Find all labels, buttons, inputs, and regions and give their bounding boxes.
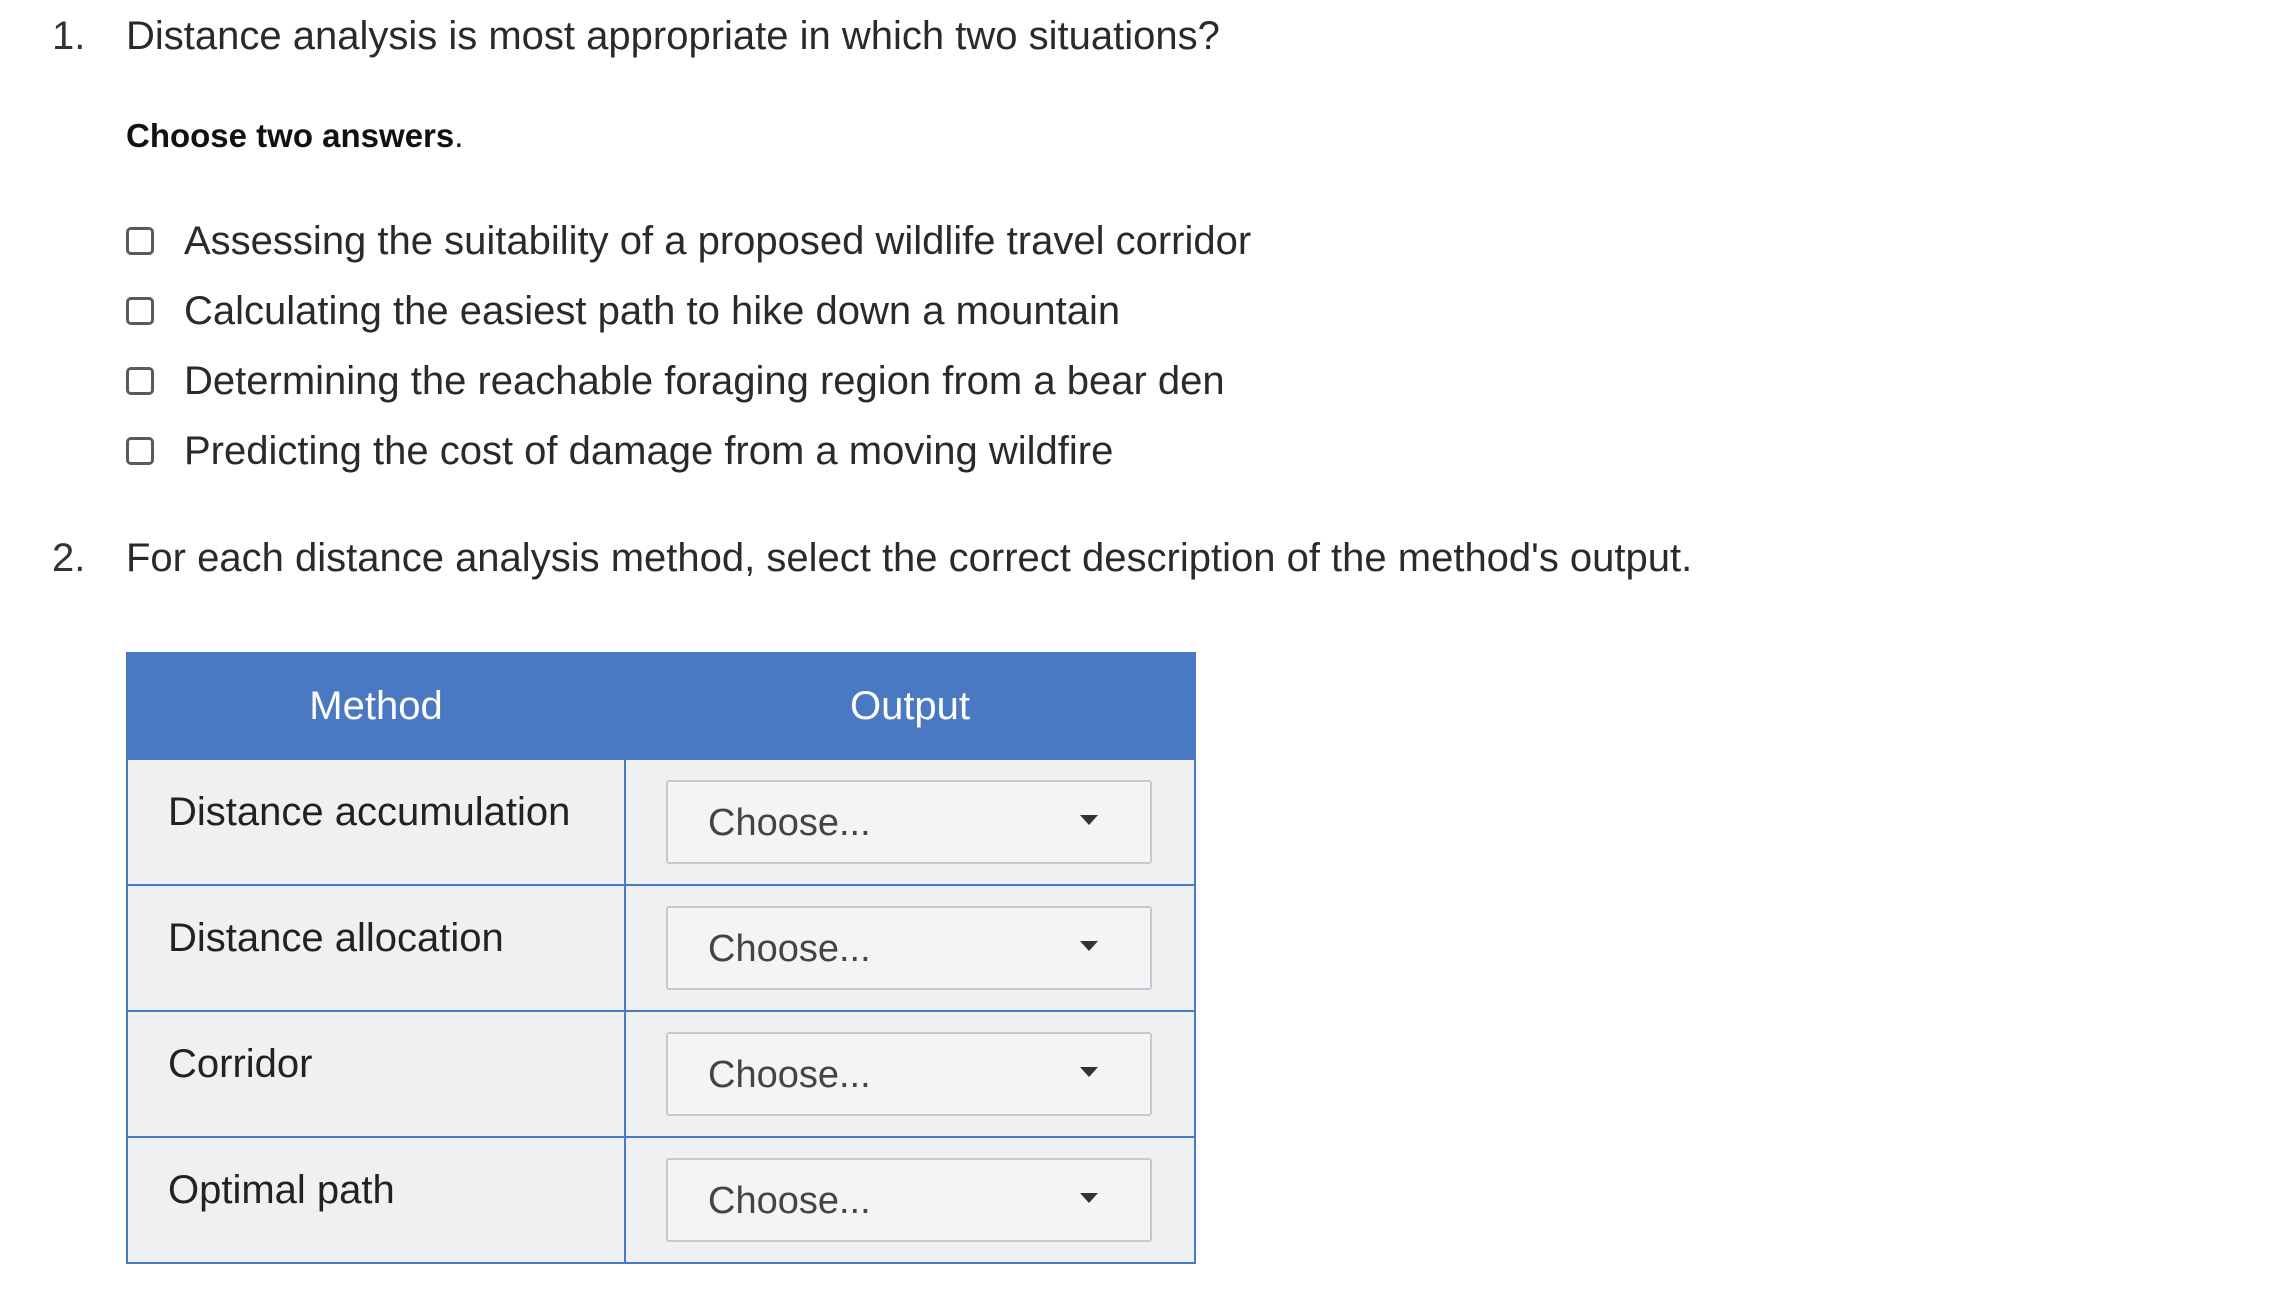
caret-down-icon <box>1080 1067 1098 1077</box>
answer-option-label[interactable]: Calculating the easiest path to hike down a mountain <box>184 288 1121 333</box>
dropdown-value: Choose... <box>708 1180 871 1222</box>
answer-option-label[interactable]: Assessing the suitability of a proposed wildlife travel corridor <box>184 218 1252 263</box>
output-cell <box>625 759 1195 885</box>
answer-options <box>126 206 1251 486</box>
method-cell <box>127 1137 625 1263</box>
output-dropdown[interactable] <box>666 1032 1152 1116</box>
answer-option-4[interactable] <box>126 416 1251 486</box>
dropdown-value: Choose... <box>708 802 871 844</box>
table-row <box>127 885 1195 1011</box>
question-2-text: For each distance analysis method, select the correct description of the method's output. <box>126 536 1693 580</box>
method-name: Distance accumulation <box>168 790 571 834</box>
checkbox[interactable] <box>126 297 154 325</box>
table-header-row <box>127 653 1195 759</box>
method-name: Corridor <box>168 1042 313 1086</box>
output-dropdown[interactable] <box>666 906 1152 990</box>
output-dropdown[interactable] <box>666 1158 1152 1242</box>
method-cell <box>127 759 625 885</box>
table-row <box>127 1011 1195 1137</box>
question-1-instruction <box>126 117 463 155</box>
answer-option-3[interactable] <box>126 346 1251 416</box>
table-row <box>127 759 1195 885</box>
caret-down-icon <box>1080 941 1098 951</box>
column-header-method: Method <box>127 653 625 759</box>
output-dropdown[interactable] <box>666 780 1152 864</box>
instruction-text: Choose two answers <box>126 117 455 154</box>
dropdown-value: Choose... <box>708 1054 871 1096</box>
question-1-text: Distance analysis is most appropriate in which two situations? <box>126 14 1220 58</box>
output-cell <box>625 885 1195 1011</box>
checkbox[interactable] <box>126 437 154 465</box>
matching-table <box>126 652 1196 1264</box>
output-cell <box>625 1011 1195 1137</box>
output-cell <box>625 1137 1195 1263</box>
answer-option-1[interactable] <box>126 206 1251 276</box>
checkbox[interactable] <box>126 367 154 395</box>
answer-option-label[interactable]: Predicting the cost of damage from a moving wildfire <box>184 428 1114 473</box>
dropdown-value: Choose... <box>708 928 871 970</box>
method-name: Distance allocation <box>168 916 504 960</box>
table-row <box>127 1137 1195 1263</box>
instruction-suffix: . <box>454 117 464 154</box>
method-cell <box>127 885 625 1011</box>
column-header-output: Output <box>625 653 1195 759</box>
method-cell <box>127 1011 625 1137</box>
answer-option-2[interactable] <box>126 276 1251 346</box>
caret-down-icon <box>1080 1193 1098 1203</box>
method-name: Optimal path <box>168 1168 395 1212</box>
checkbox[interactable] <box>126 227 154 255</box>
caret-down-icon <box>1080 815 1098 825</box>
question-1-number: 1. <box>52 14 86 58</box>
question-2-number: 2. <box>52 536 86 580</box>
answer-option-label[interactable]: Determining the reachable foraging region from a bear den <box>184 358 1225 403</box>
